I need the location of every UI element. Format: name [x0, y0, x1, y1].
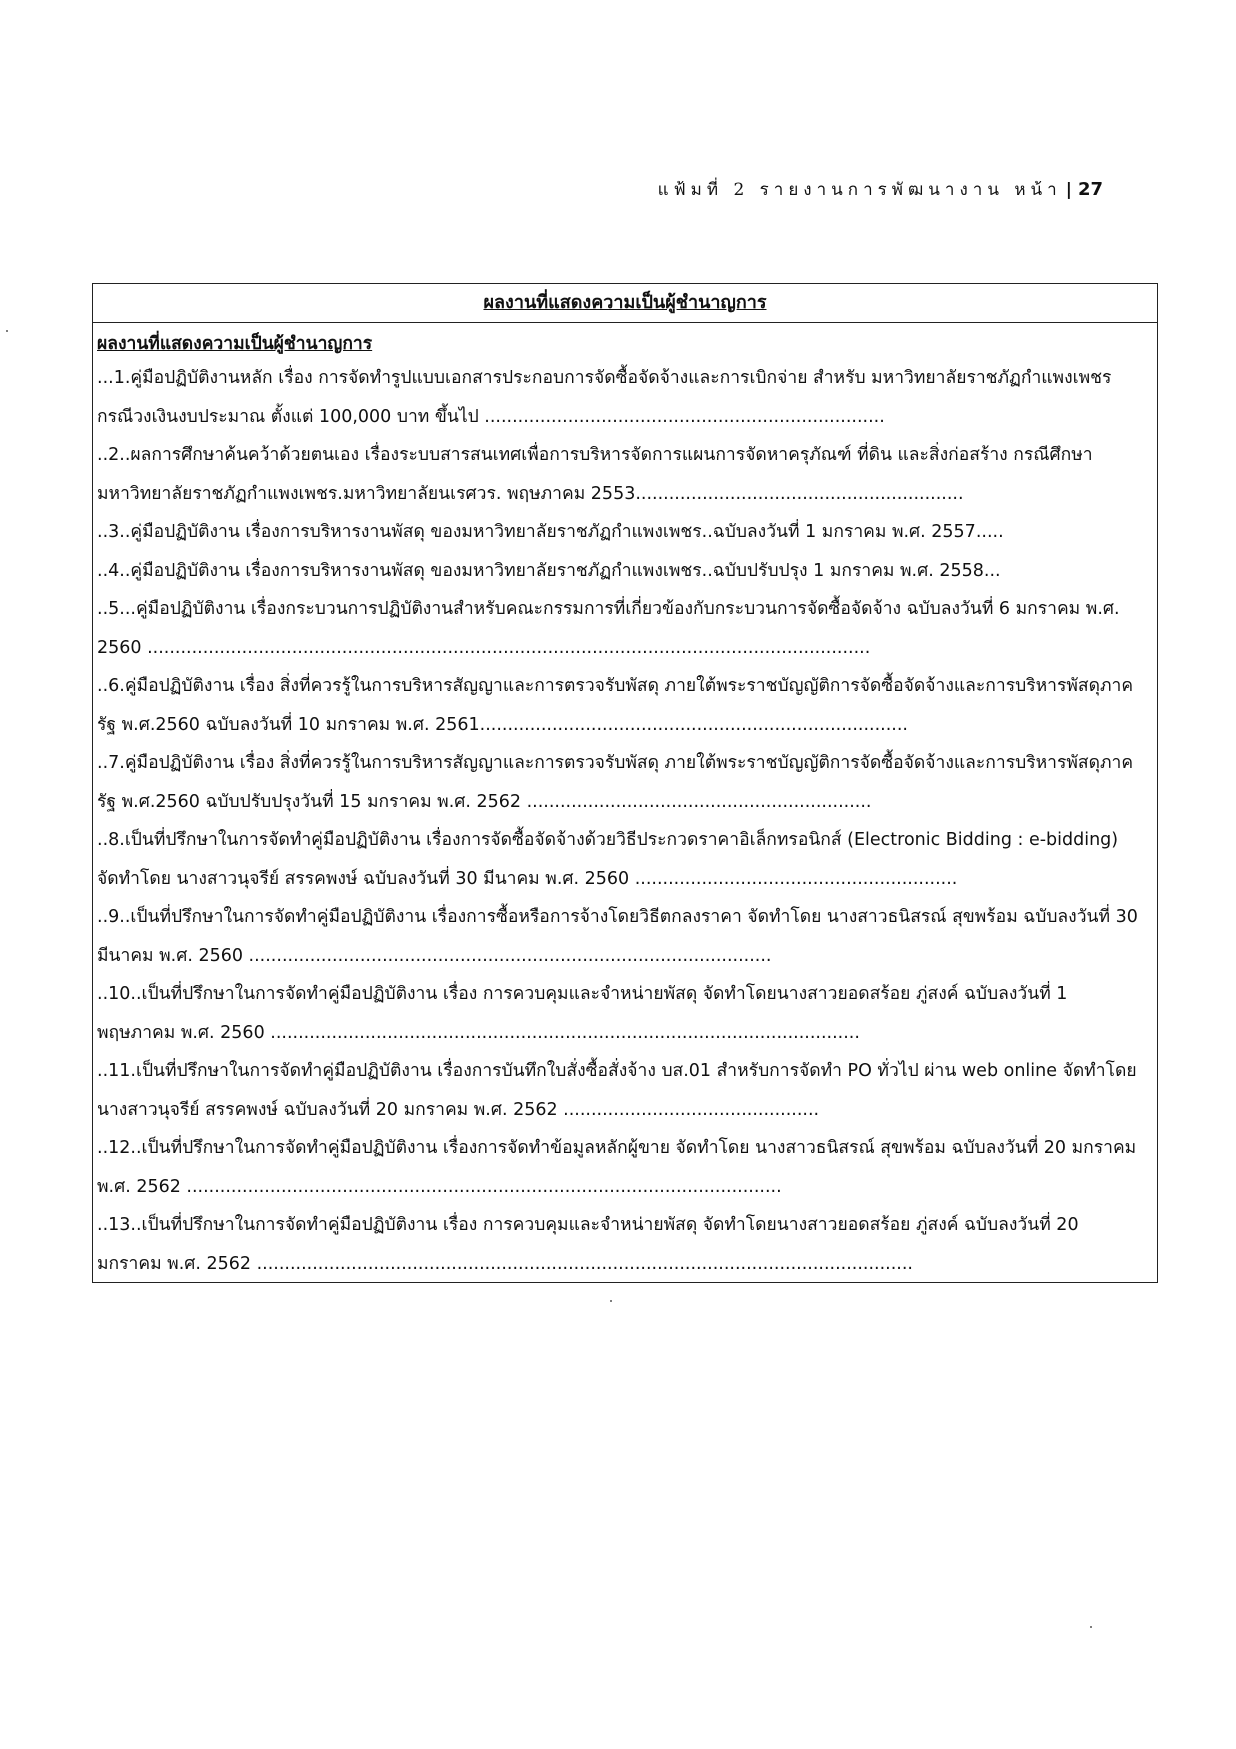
list-item: ..10..เป็นที่ปรึกษาในการจัดทำคู่มือปฏิบัติงาน เรื่อง การควบคุมและจำหน่ายพัสดุ จัดทำโดยนางสาวยอดสร้อย ภู่สงค์ ฉบับลงวันที่ 1 พฤษภาคม พ.ศ. 2560 .......................................................................................................... — [97, 984, 1068, 1043]
list-item: ..2..ผลการศึกษาค้นคว้าด้วยตนเอง เรื่องระบบสารสนเทศเพื่อการบริหารจัดการแผนการจัดหาครุภัณฑ์ ที่ดิน และสิ่งก่อสร้าง กรณีศึกษา มหาวิทยาลัยราชภัฏกำแพงเพชร.มหาวิทยาลัยนเรศวร. พฤษภาคม 2553........................................................... — [97, 445, 1093, 504]
header-text: แฟ้มที่ 2 รายงานการพัฒนางาน หน้า — [657, 180, 1062, 200]
list-item: ..5...คู่มือปฏิบัติงาน เรื่องกระบวนการปฏิบัติงานสำหรับคณะกรรมการที่เกี่ยวข้องกับกระบวนการจัดซื้อจัดจ้าง ฉบับลงวันที่ 6 มกราคม พ.ศ. 2560 .................................................................................................................................. — [97, 599, 1120, 658]
table-title: ผลงานที่แสดงความเป็นผู้ชำนาญการ — [93, 284, 1157, 323]
list-item: ..12..เป็นที่ปรึกษาในการจัดทำคู่มือปฏิบัติงาน เรื่องการจัดทำข้อมูลหลักผู้ขาย จัดทำโดย นางสาวธนิสรณ์ สุขพร้อม ฉบับลงวันที่ 20 มกราคม พ.ศ. 2562 ........................................................................................................... — [97, 1138, 1137, 1197]
list-item: ..3..คู่มือปฏิบัติงาน เรื่องการบริหารงานพัสดุ ของมหาวิทยาลัยราชภัฏกำแพงเพชร..ฉบับลงวันที่ 1 มกราคม พ.ศ. 2557..... — [97, 522, 1004, 542]
list-item: ..8.เป็นที่ปรึกษาในการจัดทำคู่มือปฏิบัติงาน เรื่องการจัดซื้อจัดจ้างด้วยวิธีประกวดราคาอิเล็กทรอนิกส์ (Electronic Bidding : e-bidding) จัดทำโดย นางสาวนุจรีย์ สรรคพงษ์ ฉบับลงวันที่ 30 มีนาคม พ.ศ. 2560 .......................................................... — [97, 830, 1119, 889]
page-number: 27 — [1077, 179, 1103, 200]
list-item: ..13..เป็นที่ปรึกษาในการจัดทำคู่มือปฏิบัติงาน เรื่อง การควบคุมและจำหน่ายพัสดุ จัดทำโดยนางสาวยอดสร้อย ภู่สงค์ ฉบับลงวันที่ 20 มกราคม พ.ศ. 2562 ...................................................................................................................... — [97, 1215, 1079, 1274]
header-separator: | — [1065, 179, 1072, 200]
list-item: ..7.คู่มือปฏิบัติงาน เรื่อง สิ่งที่ควรรู้ในการบริหารสัญญาและการตรวจรับพัสดุ ภายใต้พระราชบัญญัติการจัดซื้อจัดจ้างและการบริหารพัสดุภาครัฐ พ.ศ.2560 ฉบับปรับปรุงวันที่ 15 มกราคม พ.ศ. 2562 .............................................................. — [97, 753, 1134, 812]
list-item: ...1.คู่มือปฏิบัติงานหลัก เรื่อง การจัดทำรูปแบบเอกสารประกอบการจัดซื้อจัดจ้างและการเบิกจ่าย สำหรับ มหาวิทยาลัยราชภัฏกำแพงเพชร กรณีวงเงินงบประมาณ ตั้งแต่ 100,000 บาท ขึ้นไป ........................................................................ — [97, 368, 1112, 427]
list-item: ..11.เป็นที่ปรึกษาในการจัดทำคู่มือปฏิบัติงาน เรื่องการบันทึกใบสั่งซื้อสั่งจ้าง บส.01 สำหรับการจัดทำ PO ทั่วไป ผ่าน web online จัดทำโดย นางสาวนุจรีย์ สรรคพงษ์ ฉบับลงวันที่ 20 มกราคม พ.ศ. 2562 .............................................. — [97, 1061, 1137, 1120]
page-header — [658, 176, 1103, 203]
list-item: ..6.คู่มือปฏิบัติงาน เรื่อง สิ่งที่ควรรู้ในการบริหารสัญญาและการตรวจรับพัสดุ ภายใต้พระราชบัญญัติการจัดซื้อจัดจ้างและการบริหารพัสดุภาครัฐ พ.ศ.2560 ฉบับลงวันที่ 10 มกราคม พ.ศ. 2561............................................................................. — [97, 676, 1134, 735]
list-item: ..4..คู่มือปฏิบัติงาน เรื่องการบริหารงานพัสดุ ของมหาวิทยาลัยราชภัฏกำแพงเพชร..ฉบับปรับปรุง 1 มกราคม พ.ศ. 2558... — [97, 560, 1001, 581]
scan-speck — [1090, 1626, 1092, 1628]
table-body — [93, 323, 1157, 1283]
scan-speck — [610, 1300, 612, 1302]
results-table — [92, 283, 1158, 1283]
section-heading: ผลงานที่แสดงความเป็นผู้ชำนาญการ — [97, 334, 373, 354]
scan-speck — [6, 330, 8, 332]
list-item: ..9..เป็นที่ปรึกษาในการจัดทำคู่มือปฏิบัติงาน เรื่องการซื้อหรือการจ้างโดยวิธีตกลงราคา จัดทำโดย นางสาวธนิสรณ์ สุขพร้อม ฉบับลงวันที่ 30 มีนาคม พ.ศ. 2560 .............................................................................................. — [97, 907, 1138, 966]
